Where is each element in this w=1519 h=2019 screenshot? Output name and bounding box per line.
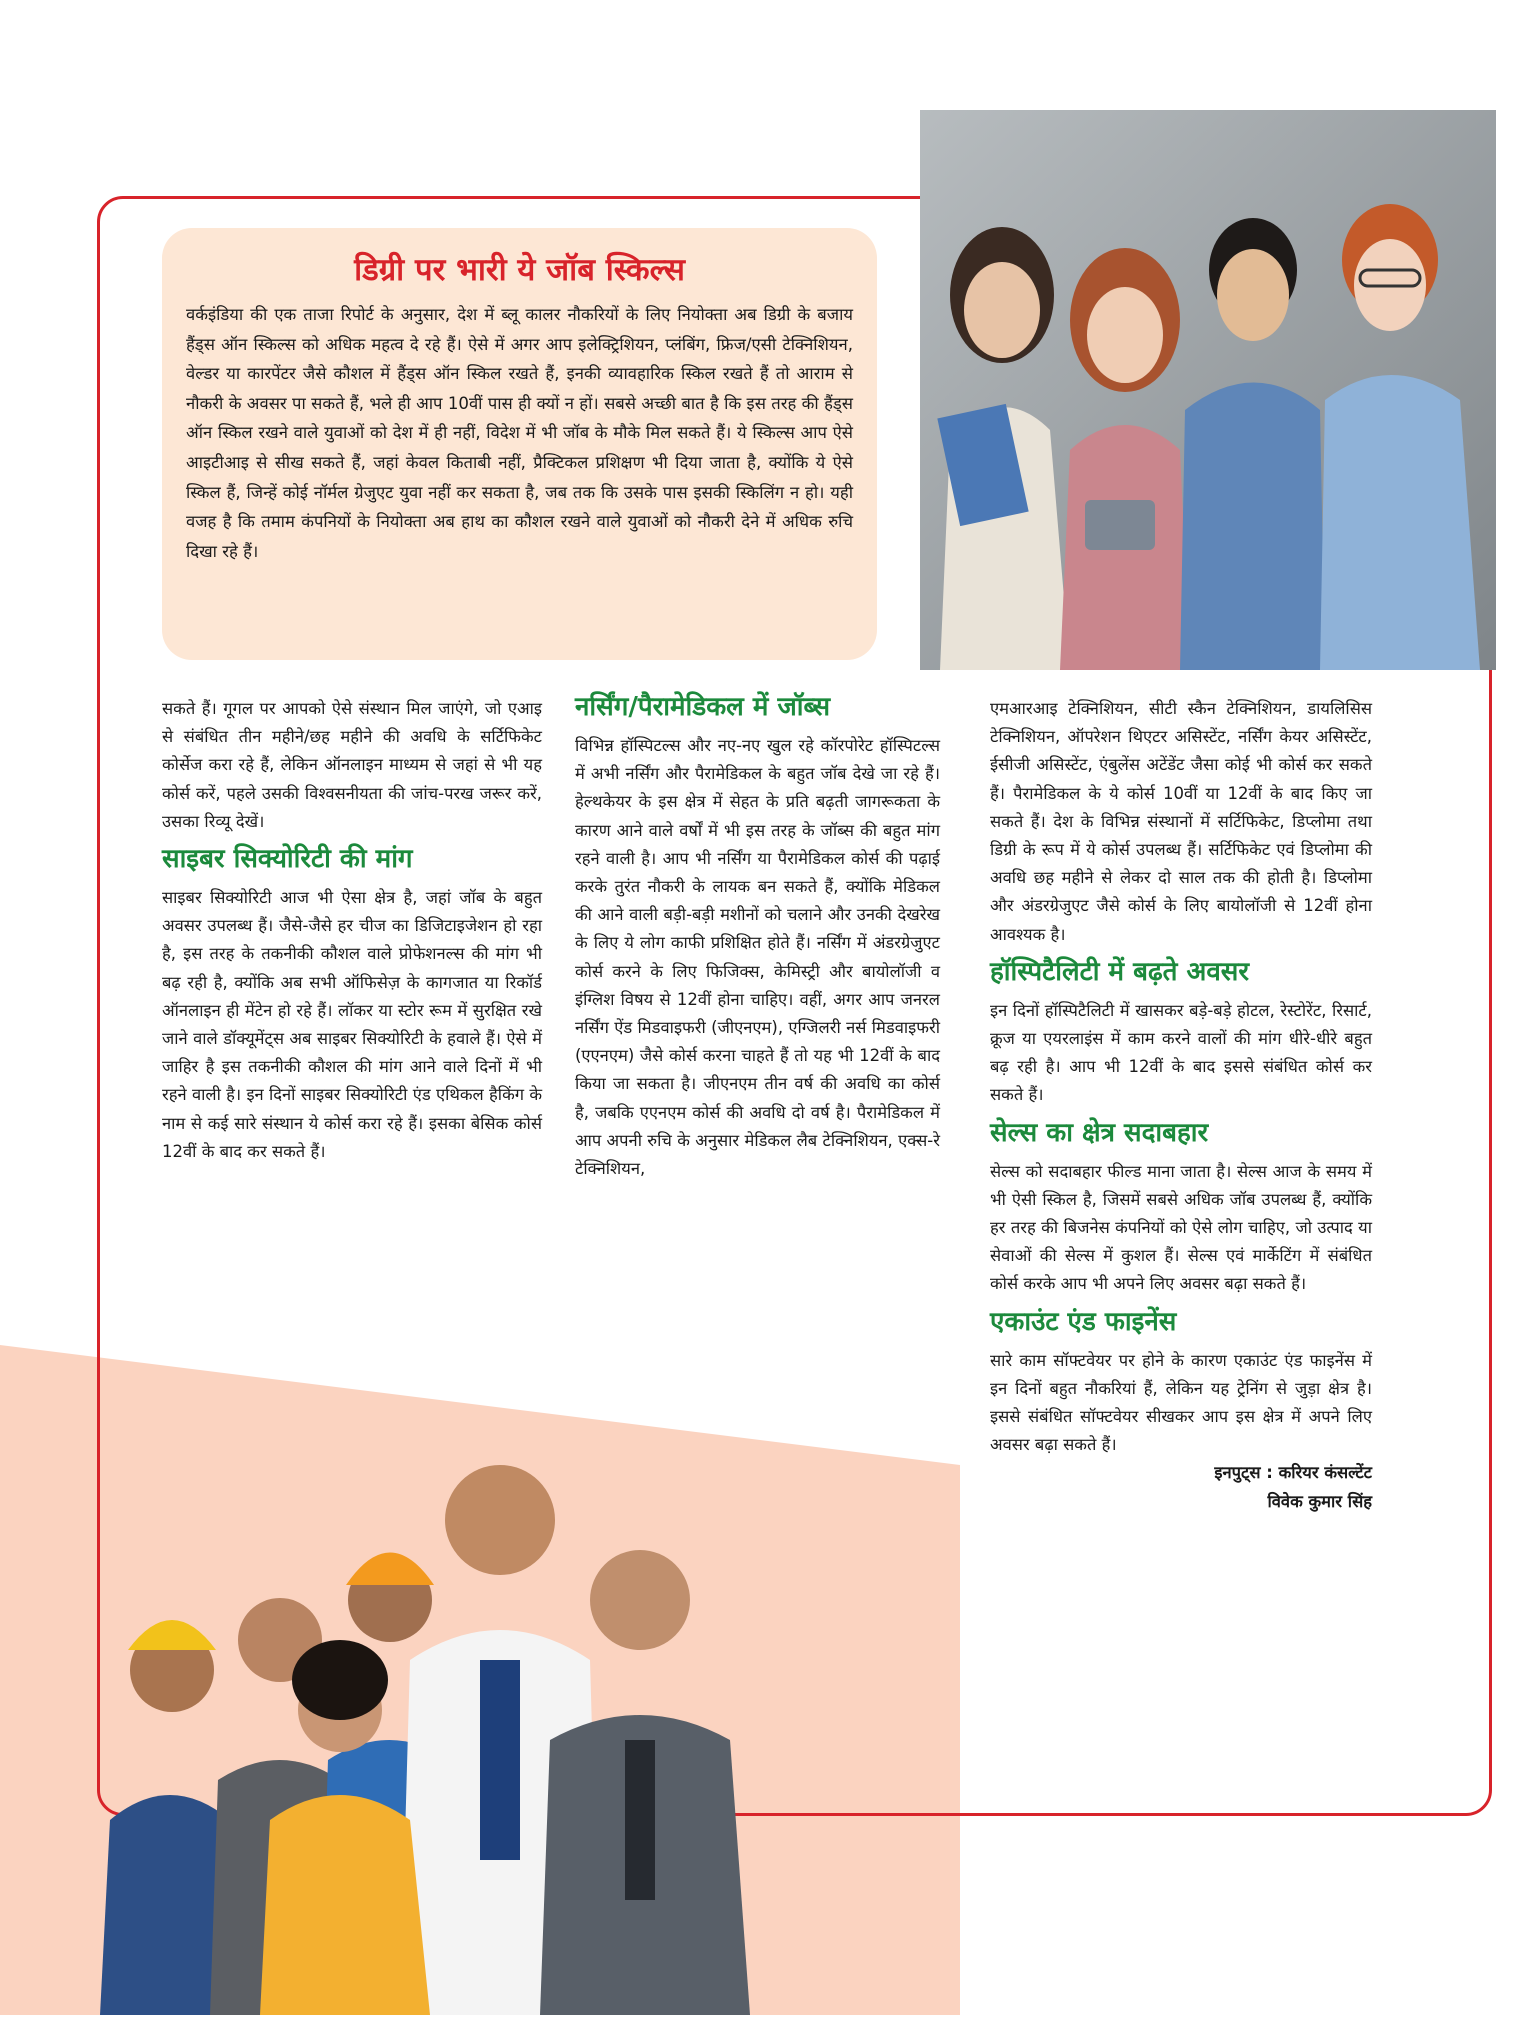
intro-title: डिग्री पर भारी ये जॉब स्किल्स	[354, 252, 685, 288]
students-photo	[920, 110, 1496, 670]
col3-paragraph-2: इन दिनों हॉस्पिटैलिटी में खासकर बड़े-बड़े होटल, रेस्टोरेंट, रिसार्ट, क्रूज या एयरलाइंस में काम करने वालों की मांग धीरे-धीरे बहुत बढ़ रही है। आप भी 12वीं के बाद इससे संबंधित कोर्स कर सकते हैं।	[990, 1000, 1372, 1105]
column-2	[575, 690, 940, 1183]
col3-paragraph-1: एमआरआइ टेक्निशियन, सीटी स्कैन टेक्निशियन, डायलिसिस टेक्निशियन, ऑपरेशन थिएटर असिस्टेंट, नर्सिंग केयर असिस्टेंट, ईसीजी असिस्टेंट, एंबुलेंस अटेंडेंट जैसा कोई भी कोर्स कर सकते हैं। पैरामेडिकल के ये कोर्स 10वीं या 12वीं के बाद किए जा सकते हैं। देश के विभिन्न संस्थानों में सर्टिफिकेट, डिप्लोमा तथा डिग्री के रूप में ये कोर्स उपलब्ध हैं। सर्टिफिकेट एवं डिप्लोमा की अवधि छह महीने से लेकर दो साल तक की होती है। डिप्लोमा और अंडरग्रेजुएट जैसे कोर्स के लिए बायोलॉजी से 12वीं होना आवश्यक है।	[990, 699, 1372, 944]
col1-paragraph-2: साइबर सिक्योरिटी आज भी ऐसा क्षेत्र है, जहां जॉब के बहुत अवसर उपलब्ध हैं। जैसे-जैसे हर चीज का डिजिटाइजेशन हो रहा है, इस तरह के तकनीकी कौशल वाले प्रोफेशनल्स की मांग भी बढ़ रही है, क्योंकि अब सभी ऑफिसेज़ के कागजात या रिकॉर्ड ऑनलाइन ही मेंटेन हो रहे हैं। लॉकर या स्टोर रूम में सुरक्षित रखे जाने वाले डॉक्यूमेंट्स अब साइबर सिक्योरिटी के हवाले हैं। ऐसे में जाहिर है इस तकनीकी कौशल की मांग आने वाले दिनों में भी रहने वाली है। इन दिनों साइबर सिक्योरिटी एंड एथिकल हैकिंग के नाम से कई सारे संस्थान ये कोर्स करा रहे हैं। इसका बेसिक कोर्स 12वीं के बाद कर सकते हैं।	[162, 888, 542, 1161]
heading-account-finance: एकाउंट एंड फाइनेंस	[990, 1306, 1177, 1337]
heading-nursing: नर्सिंग/पैरामेडिकल में जॉब्स	[575, 692, 831, 722]
col2-paragraph-1: विभिन्न हॉस्पिटल्स और नए-नए खुल रहे कॉरपोरेट हॉस्पिटल्स में अभी नर्सिंग और पैरामेडिकल के बहुत जॉब देखे जा रहे हैं। हेल्थकेयर के इस क्षेत्र में सेहत के प्रति बढ़ती जागरूकता के कारण आने वाले वर्षों में भी इस तरह के जॉब्स की बहुत मांग रहने वाली है। आप भी नर्सिंग या पैरामेडिकल कोर्स की पढ़ाई करके तुरंत नौकरी के लायक बन सकते हैं, क्योंकि मेडिकल की आने वाली बड़ी-बड़ी मशीनों को चलाने और उनकी देखरेख के लिए ये लोग काफी प्रशिक्षित होते हैं। नर्सिंग में अंडरग्रेजुएट कोर्स करने के लिए फिजिक्स, केमिस्ट्री और बायोलॉजी व इंग्लिश विषय से 12वीं होना चाहिए। वहीं, अगर आप जनरल नर्सिंग ऐंड मिडवाइफरी (जीएनएम), एग्जिलरी नर्स मिडवाइफरी (एएनएम) जैसे कोर्स करना चाहते हैं तो यह भी 12वीं के बाद किया जा सकता है। जीएनएम तीन वर्ष की अवधि का कोर्स है, जबकि एएनएम कोर्स की अवधि दो वर्ष है। पैरामेडिकल में आप अपनी रुचि के अनुसार मेडिकल लैब टेक्निशियन, एक्स-रे टेक्निशियन,	[575, 736, 940, 1179]
column-1	[162, 695, 542, 1166]
heading-sales: सेल्स का क्षेत्र सदाबहार	[990, 1117, 1209, 1148]
column-3	[990, 695, 1372, 1516]
col1-paragraph-1: सकते हैं। गूगल पर आपको ऐसे संस्थान मिल जाएंगे, जो एआइ से संबंधित तीन महीने/छह महीने की अवधि के सर्टिफिकेट कोर्सेज करा रहे हैं, लेकिन ऑनलाइन माध्यम से जहां से भी यह कोर्स करें, पहले उसकी विश्वसनीयता की जांच-परख जरूर करें, उसका रिव्यू देखें।	[162, 699, 542, 831]
col3-paragraph-3: सेल्स को सदाबहार फील्ड माना जाता है। सेल्स आज के समय में भी ऐसी स्किल है, जिसमें सबसे अधिक जॉब उपलब्ध हैं, क्योंकि हर तरह की बिजनेस कंपनियों को ऐसे लोग चाहिए, जो उत्पाद या सेवाओं की सेल्स में कुशल हैं। सेल्स एवं मार्केटिंग में संबंधित कोर्स करके आप भी अपने लिए अवसर बढ़ा सकते हैं।	[990, 1161, 1372, 1294]
heading-hospitality: हॉस्पिटैलिटी में बढ़ते अवसर	[990, 956, 1249, 987]
col3-paragraph-4: सारे काम सॉफ्टवेयर पर होने के कारण एकाउंट एंड फाइनेंस में इन दिनों बहुत नौकरियां हैं, लेकिन यह ट्रेनिंग से जुड़ा क्षेत्र है। इससे संबंधित सॉफ्टवेयर सीखकर आप इस क्षेत्र में अपने लिए अवसर बढ़ा सकते हैं।	[990, 1350, 1372, 1455]
credit-line-2: विवेक कुमार सिंह	[1267, 1491, 1372, 1511]
heading-cyber-security: साइबर सिक्योरिटी की मांग	[162, 844, 413, 875]
credit-line-1: इनपुट्स : करियर कंसल्टेंट	[1214, 1463, 1372, 1483]
professionals-group-photo	[100, 1300, 940, 2015]
intro-box	[162, 228, 877, 660]
intro-body: वर्कइंडिया की एक ताजा रिपोर्ट के अनुसार, देश में ब्लू कालर नौकरियों के लिए नियोक्ता अब डिग्री के बजाय हैंड्स ऑन स्किल्स को अधिक महत्व दे रहे हैं। ऐसे में अगर आप इलेक्ट्रिशियन, प्लंबिंग, फ्रिज/एसी टेक्निशियन, वेल्डर या कारपेंटर जैसे कौशल में हैंड्स ऑन स्किल रखते हैं, इनकी व्यावहारिक स्किल रखते हैं तो आराम से नौकरी के अवसर पा सकते हैं, भले ही आप 10वीं पास ही क्यों न हों। सबसे अच्छी बात है कि इस तरह की हैंड्स ऑन स्किल रखने वाले युवाओं को देश में ही नहीं, विदेश में भी जॉब के मौके मिल सकते हैं। ये स्किल्स आप ऐसे आइटीआइ से सीख सकते हैं, जहां केवल किताबी नहीं, प्रैक्टिकल प्रशिक्षण भी दिया जाता है, क्योंकि ये ऐसे स्किल हैं, जिन्हें कोई नॉर्मल ग्रेजुएट युवा नहीं कर सकता है, जब तक कि उसके पास इसकी स्किलिंग न हो। यही वजह है कि तमाम कंपनियों के नियोक्ता अब हाथ का कौशल रखने वाले युवाओं को नौकरी देने में अधिक रुचि दिखा रहे हैं।	[186, 305, 853, 561]
